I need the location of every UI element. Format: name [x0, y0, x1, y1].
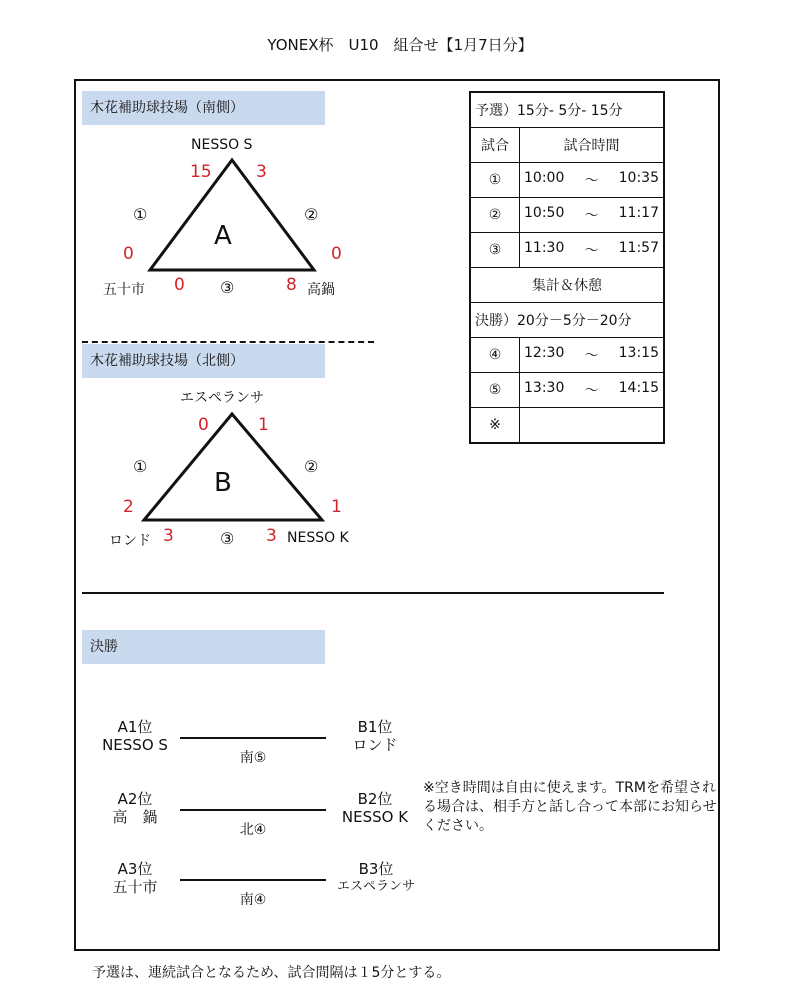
final-match-line — [180, 879, 326, 881]
final-right-team: NESSO K — [341, 808, 409, 826]
final-right-entry — [330, 790, 420, 826]
group-a-score-left-top: 0 — [123, 244, 134, 264]
group-a-score-top-left: 15 — [190, 162, 212, 182]
match-num: ② — [470, 198, 520, 233]
final-venue: 南⑤ — [239, 750, 267, 766]
final-venue: 北④ — [239, 822, 267, 838]
tilde: ～ — [584, 243, 599, 259]
final-match-line — [180, 737, 326, 739]
schedule-row — [470, 233, 664, 268]
group-a-match-2: ② — [304, 205, 319, 224]
group-a-score-left-bottom: 0 — [174, 275, 185, 295]
group-b-score-top-left: 0 — [198, 415, 209, 435]
final-right-rank: B2位 — [357, 790, 393, 808]
match-num: ④ — [470, 338, 520, 373]
final-venue: 南④ — [239, 892, 267, 908]
solid-divider — [82, 592, 664, 594]
start-time: 10:00 — [524, 170, 565, 186]
match-num: ① — [470, 163, 520, 198]
schedule-row — [470, 373, 664, 408]
finals-header: 決勝 — [82, 630, 325, 664]
schedule-row — [470, 198, 664, 233]
final-right-team: ロンド — [352, 736, 398, 754]
final-left-team: 五十市 — [112, 878, 158, 896]
group-a-top-team: NESSO S — [191, 137, 253, 153]
schedule-row — [470, 338, 664, 373]
group-a-score-right-bottom: 8 — [286, 275, 297, 295]
schedule-row — [470, 163, 664, 198]
col-time-header: 試合時間 — [520, 128, 665, 163]
group-b-match-2: ② — [304, 457, 319, 476]
end-time: 10:35 — [618, 170, 659, 186]
group-b-triangle — [144, 414, 322, 520]
end-time: 11:17 — [618, 205, 659, 221]
final-right-rank: B3位 — [358, 860, 394, 878]
group-b-score-left-top: 2 — [123, 497, 134, 517]
start-time: 11:30 — [524, 240, 565, 256]
tilde: ～ — [584, 208, 599, 224]
group-b-right-team: NESSO K — [287, 530, 349, 546]
group-b-match-1: ① — [133, 457, 148, 476]
group-b-match-3: ③ — [220, 529, 235, 548]
final-right-rank: B1位 — [357, 718, 393, 736]
end-time: 13:15 — [618, 345, 659, 361]
end-time: 14:15 — [618, 380, 659, 396]
south-field-header: 木花補助球技場（南側） — [82, 91, 325, 125]
start-time: 13:30 — [524, 380, 565, 396]
north-field-header: 木花補助球技場（北側） — [82, 344, 325, 378]
final-left-entry — [80, 718, 190, 754]
final-left-team: NESSO S — [102, 736, 168, 754]
schedule-table — [469, 91, 665, 444]
group-a-left-team: 五十市 — [103, 282, 145, 298]
final-left-team: 高 鍋 — [112, 808, 158, 826]
footer-note: 予選は、連続試合となるため、試合間隔は１5分とする。 — [92, 965, 451, 981]
final-left-entry — [80, 790, 190, 826]
group-a-score-top-right: 3 — [256, 162, 267, 182]
group-b-left-team: ロンド — [109, 533, 151, 549]
group-b-top-team: エスペランサ — [180, 390, 264, 406]
final-format: 決勝）20分－5分－20分 — [470, 303, 664, 338]
group-a-score-right-top: 0 — [331, 244, 342, 264]
note-empty-cell — [520, 408, 665, 444]
match-num: ⑤ — [470, 373, 520, 408]
dashed-divider — [82, 341, 374, 343]
start-time: 10:50 — [524, 205, 565, 221]
start-time: 12:30 — [524, 345, 565, 361]
group-a-match-1: ① — [133, 205, 148, 224]
tilde: ～ — [584, 173, 599, 189]
final-right-team: エスペランサ — [336, 879, 415, 894]
final-left-entry — [80, 860, 190, 896]
group-b-score-top-right: 1 — [258, 415, 269, 435]
group-b-score-left-bottom: 3 — [163, 526, 174, 546]
final-right-entry — [330, 718, 420, 754]
group-a-triangle — [150, 160, 314, 270]
col-match-header: 試合 — [470, 128, 520, 163]
group-a-right-team: 高鍋 — [307, 282, 335, 298]
group-b-score-right-top: 1 — [331, 497, 342, 517]
group-b-letter: B — [214, 468, 232, 498]
final-left-rank: A1位 — [117, 718, 153, 736]
break-label: 集計＆休憩 — [470, 268, 664, 303]
prelim-format: 予選）15分- 5分- 15分 — [470, 92, 664, 128]
group-a-letter: A — [214, 221, 232, 251]
tilde: ～ — [584, 348, 599, 364]
end-time: 11:57 — [618, 240, 659, 256]
group-a-match-3: ③ — [220, 278, 235, 297]
note-mark: ※ — [470, 408, 520, 444]
match-num: ③ — [470, 233, 520, 268]
final-left-rank: A3位 — [117, 860, 153, 878]
group-b-score-right-bottom: 3 — [266, 526, 277, 546]
final-right-entry — [326, 860, 426, 896]
free-time-note: ※空き時間は自由に使えます。TRMを希望される場合は、相手方と話し合って本部にお知らせください。 — [423, 780, 717, 834]
final-match-line — [180, 809, 326, 811]
tilde: ～ — [584, 383, 599, 399]
final-left-rank: A2位 — [117, 790, 153, 808]
document-title: YONEX杯 U10 組合せ【1月7日分】 — [267, 36, 533, 54]
